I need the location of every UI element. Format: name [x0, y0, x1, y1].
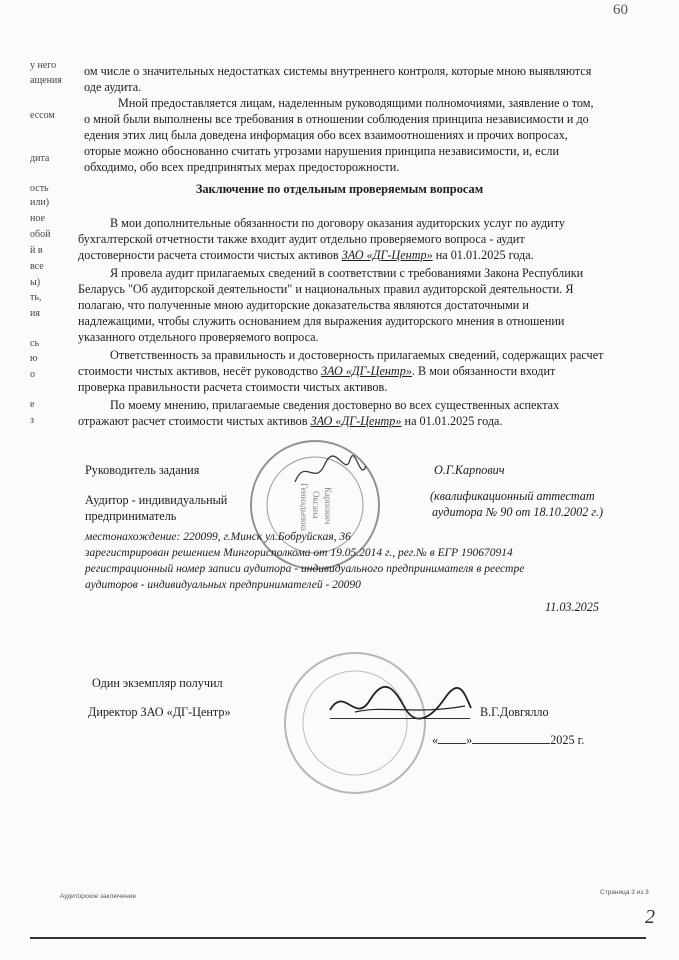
date-quote-open: «	[432, 733, 439, 747]
paragraph-line: проверка правильности расчета стоимости чистых активов.	[78, 380, 388, 394]
margin-fragment: ю	[30, 353, 38, 364]
role-auditor: Аудитор - индивидуальный	[85, 493, 228, 507]
paragraph-line: Ответственность за правильность и достоверность прилагаемых сведений, содержащих расчет	[110, 348, 604, 362]
margin-fragment: дита	[30, 153, 50, 164]
text: на 01.01.2025 года.	[435, 248, 534, 262]
text: отражают расчет стоимости чистых активов	[78, 414, 308, 428]
svg-text:Оксана: Оксана	[311, 491, 321, 519]
margin-fragment: о	[30, 369, 35, 380]
certificate-line: (квалификационный аттестат	[430, 489, 595, 503]
auditor-name: О.Г.Карпович	[434, 463, 505, 477]
director-name: В.Г.Довгялло	[480, 705, 549, 719]
margin-fragment: ное	[30, 213, 45, 224]
paragraph-line: оторые можно обоснованно считать угрозами нарушения принципа независимости, и, если	[84, 144, 559, 158]
company-name: ЗАО «ДГ-Центр»	[341, 248, 433, 262]
role-auditor: предприниматель	[85, 509, 177, 523]
role-engagement-leader: Руководитель задания	[85, 463, 200, 477]
signature-auditor	[290, 452, 370, 492]
date-quote-close: »	[466, 733, 473, 747]
margin-fragment: е	[30, 399, 35, 410]
signature-date: 11.03.2025	[545, 600, 599, 614]
signature-director	[325, 680, 475, 730]
paragraph-line: Я провела аудит прилагаемых сведений в соответствии с требованиями Закона Республики	[110, 266, 584, 280]
certificate-line: аудитора № 90 от 18.10.2002 г.)	[432, 505, 603, 519]
margin-fragment: ость	[30, 183, 49, 194]
company-name: ЗАО «ДГ-Центр»	[310, 414, 402, 428]
paragraph-line: Мной предоставляется лицам, наделенным руководящими полномочиями, заявление о том,	[118, 96, 594, 110]
paragraph-line: надлежащими, чтобы служить основанием для выражения аудиторского мнения в отношении	[78, 314, 565, 328]
paragraph-line	[78, 248, 534, 264]
footer-left: Аудиторское заключение	[60, 893, 136, 900]
bottom-rule	[30, 937, 646, 939]
text: на 01.01.2025 года.	[404, 414, 503, 428]
margin-fragment: сь	[30, 338, 39, 349]
margin-fragment: з	[30, 415, 34, 426]
paragraph-line	[78, 414, 503, 430]
registry-line: аудиторов - индивидуальных предпринимателей - 20090	[85, 579, 361, 591]
margin-fragment: й в	[30, 245, 43, 256]
paragraph-line: По моему мнению, прилагаемые сведения достоверно во всех существенных аспектах	[110, 398, 560, 412]
text: стоимости чистых активов, несёт руководство	[78, 364, 318, 378]
paragraph-line: В мои дополнительные обязанности по договору оказания аудиторских услуг по аудиту	[110, 216, 565, 230]
address-line: местонахождение: 220099, г.Минск ул.Бобруйская, 36	[85, 531, 351, 543]
director-title: Директор ЗАО «ДГ-Центр»	[88, 705, 231, 719]
handwritten-page-number: 60	[613, 2, 628, 18]
section-title: Заключение по отдельным проверяемым вопросам	[195, 182, 484, 196]
paragraph-line: обходимо, обо всех предпринятых мерах предосторожности.	[84, 160, 400, 174]
margin-fragment: ессом	[30, 110, 55, 121]
paragraph-line	[78, 364, 555, 380]
margin-fragment: ия	[30, 308, 40, 319]
paragraph-line: о мной были выполнены все требования в отношении соблюдения принципа независимости и до	[84, 112, 589, 126]
margin-fragment: ащения	[30, 75, 62, 86]
text: достоверности расчета стоимости чистых активов	[78, 248, 339, 262]
margin-fragment: у него	[30, 60, 57, 71]
paragraph-line: ом числе о значительных недостатках системы внутреннего контроля, которые мною выявляются	[84, 64, 592, 78]
paragraph-line: полагаю, что полученные мною аудиторские доказательства являются достаточными и	[78, 298, 529, 312]
signature-line	[330, 718, 470, 719]
paragraph-line: едения этих лиц была доведена информация обо всех взаимоотношениях и прочих вопросах,	[84, 128, 568, 142]
company-name: ЗАО «ДГ-Центр»	[320, 364, 412, 378]
registration-line: зарегистрирован решением Мингорисполкома от 19.05.2014 г., рег.№ в ЕГР 190670914	[85, 547, 513, 559]
paragraph-line: оде аудита.	[84, 80, 142, 94]
margin-fragment: или)	[30, 197, 50, 208]
svg-text:Карпович: Карпович	[323, 487, 333, 525]
paragraph-line: бухгалтерской отчетности также входит аудит отдельно проверяемого вопроса - аудит	[78, 232, 525, 246]
margin-fragment: ть,	[30, 292, 42, 303]
copy-received-label: Один экземпляр получил	[92, 676, 223, 690]
margin-fragment: все	[30, 261, 44, 272]
date-field	[432, 733, 584, 749]
margin-fragment: обой	[30, 229, 51, 240]
registry-line: регистрационный номер записи аудитора - индивидуального предпринимателя в реестре	[85, 563, 525, 575]
date-year: 2025 г.	[550, 733, 585, 747]
paragraph-line: Беларусь "Об аудиторской деятельности" и национальных правил аудиторской деятельности. Я	[78, 282, 574, 296]
text: . В мои обязанности входит	[411, 364, 556, 378]
paragraph-line: указанного отдельного проверяемого вопроса.	[78, 330, 319, 344]
handwritten-number: 2	[645, 906, 655, 928]
svg-text:Геннадьевна: Геннадьевна	[299, 483, 309, 531]
margin-fragment: ы)	[30, 277, 41, 288]
footer-page: Страница 3 из 3	[600, 889, 649, 896]
